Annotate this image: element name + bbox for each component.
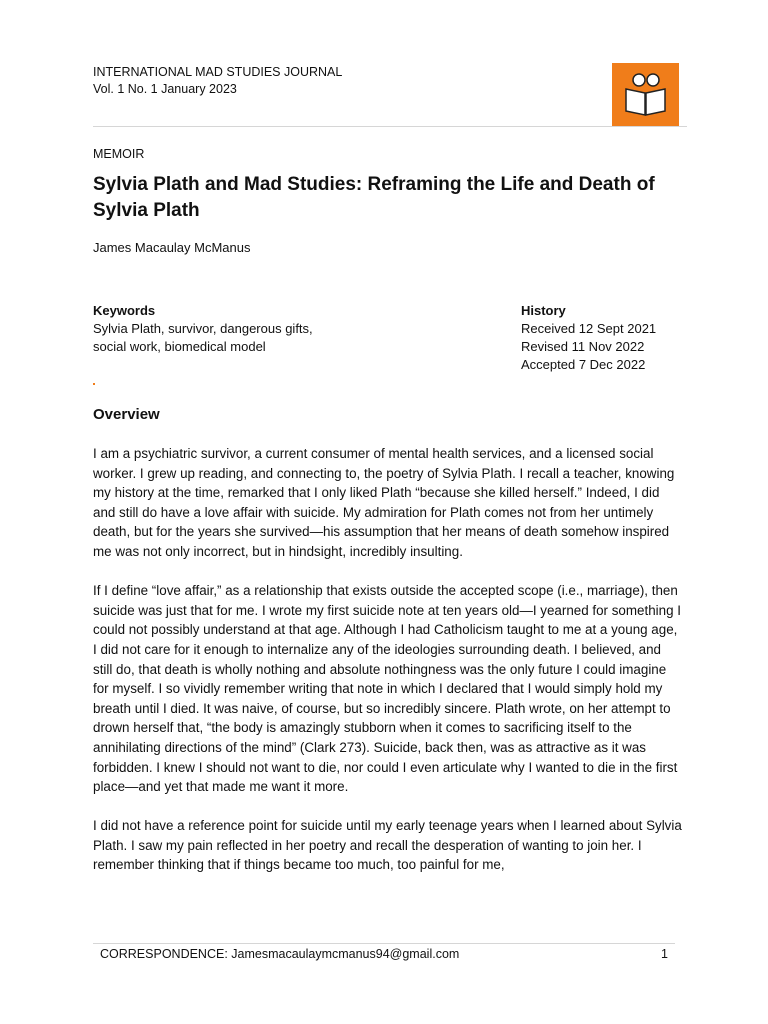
journal-name: INTERNATIONAL MAD STUDIES JOURNAL [93, 65, 343, 79]
book-readers-icon [612, 63, 679, 127]
keywords-line: Sylvia Plath, survivor, dangerous gifts, [93, 321, 313, 336]
journal-issue: Vol. 1 No. 1 January 2023 [93, 81, 237, 96]
header-divider [93, 126, 687, 127]
page-footer [100, 947, 668, 961]
footer-divider [93, 943, 675, 944]
decorative-dot [93, 383, 95, 385]
page-number: 1 [661, 947, 668, 961]
journal-header [93, 64, 342, 97]
overview-heading: Overview [93, 406, 160, 423]
article-author: James Macaulay McManus [93, 240, 251, 255]
article-body [93, 444, 683, 895]
article-section: MEMOIR [93, 147, 145, 161]
history-block [521, 302, 656, 374]
article-title: Sylvia Plath and Mad Studies: Reframing the Life and Death of Sylvia Plath [93, 174, 655, 221]
keywords-block [93, 302, 313, 356]
journal-logo [612, 63, 679, 127]
keywords-heading: Keywords [93, 303, 156, 318]
body-paragraph: I am a psychiatric survivor, a current consumer of mental health services, and a licensed social worker. I grew up reading, and connecting to, the poetry of Sylvia Plath. I recall a teacher, knowing my history at the time, remarked that I only liked Plath “because she killed herself.” Indeed, I did and still do have a love affair with suicide. My admiration for Plath comes not from her untimely death, but for the years she survived—his assumption that her means of death somehow inspired me was not only incorrect, but in hindsight, incredibly insulting. [93, 446, 675, 559]
history-received: Received 12 Sept 2021 [521, 321, 657, 336]
history-accepted: Accepted 7 Dec 2022 [521, 357, 646, 372]
history-heading: History [521, 303, 566, 318]
correspondence-email: CORRESPONDENCE: Jamesmacaulaymcmanus94@gmail.com [100, 947, 460, 961]
history-revised: Revised 11 Nov 2022 [521, 339, 645, 354]
body-paragraph: I did not have a reference point for suicide until my early teenage years when I learned about Sylvia Plath. I saw my pain reflected in her poetry and recall the desperation of wanting to join her. I remember thinking that if things became too much, too painful for me, [93, 818, 682, 873]
body-paragraph: If I define “love affair,” as a relationship that exists outside the accepted scope (i.e., marriage), then suicide was just that for me. I wrote my first suicide note at ten years old—I yearned for something I could not possibly understand at that age. Although I had Catholicism taught to me at a young age, I did not care for it enough to internalize any of the ideologies surrounding death. I believed, and still do, that death is wholly nothing and absolute nothingness was the only future I could imagine for myself. I so vividly remember writing that note in which I declared that I would simply hold my breath until I died. It was naive, of course, but so incredibly sincere. Plath wrote, on her attempt to drown herself that, “the body is amazingly stubborn when it comes to sacrificing itself to the annihilating directions of the mind” (Clark 273). Suicide, back then, was as attractive as it was forbidden. I knew I should not want to die, nor could I even articulate why I wanted to die in the first place—and yet that made me want it more. [93, 583, 681, 795]
keywords-line: social work, biomedical model [93, 339, 266, 354]
